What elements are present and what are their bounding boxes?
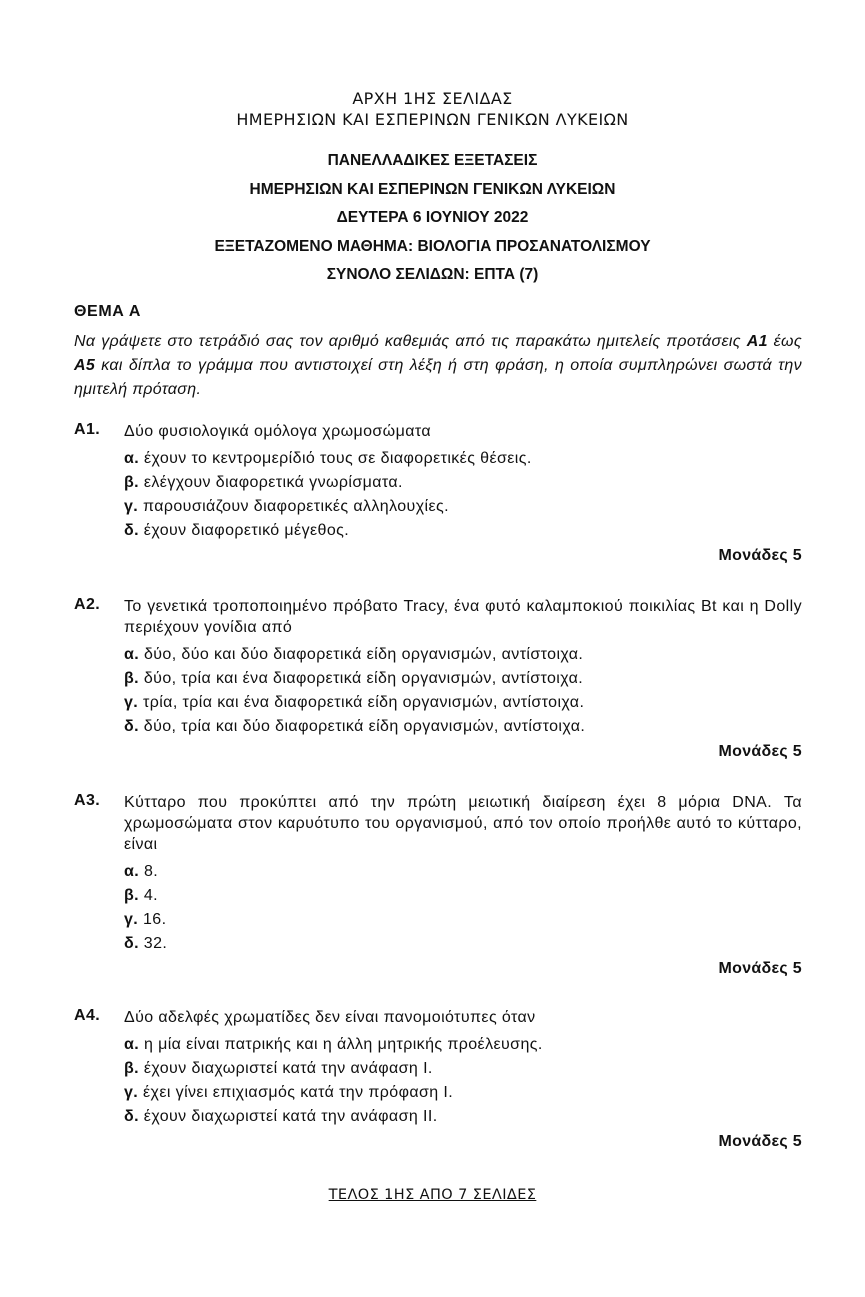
option-a xyxy=(124,447,802,471)
option-letter: α. xyxy=(124,1036,140,1053)
option-text: παρουσιάζουν διαφορετικές αλληλουχίες. xyxy=(138,498,449,515)
option-text: δύο, δύο και δύο διαφορετικά είδη οργανισμών, αντίστοιχα. xyxy=(139,646,584,663)
option-text: έχουν το κεντρομερίδιό τους σε διαφορετικές θέσεις. xyxy=(139,450,532,467)
option-letter: δ. xyxy=(124,718,139,735)
option-text: 8. xyxy=(139,863,159,880)
option-d xyxy=(124,932,802,956)
instructions xyxy=(74,330,802,402)
option-text: 32. xyxy=(138,935,168,952)
option-letter: α. xyxy=(124,646,140,663)
options-list xyxy=(124,1033,802,1129)
option-text: έχει γίνει επιχιασμός κατά την πρόφαση Ι. xyxy=(138,1084,454,1101)
question-a1 xyxy=(74,421,802,565)
topic-heading: ΘΕΜΑ Α xyxy=(74,303,142,320)
option-c xyxy=(124,1081,802,1105)
page-header xyxy=(0,88,865,130)
option-letter: δ. xyxy=(124,1108,139,1125)
option-b xyxy=(124,1057,802,1081)
question-number: Α4. xyxy=(74,1007,101,1024)
option-letter: γ. xyxy=(124,1084,139,1101)
option-b xyxy=(124,884,802,908)
option-text: τρία, τρία και ένα διαφορετικά είδη οργανισμών, αντίστοιχα. xyxy=(138,694,585,711)
question-a2 xyxy=(74,596,802,761)
option-text: έχουν διαχωριστεί κατά την ανάφαση Ι. xyxy=(139,1060,433,1077)
option-letter: α. xyxy=(124,863,140,880)
question-stem: Δύο αδελφές χρωματίδες δεν είναι πανομοιότυπες όταν xyxy=(124,1009,536,1026)
option-letter: γ. xyxy=(124,911,139,928)
question-number: Α3. xyxy=(74,792,101,809)
options-list xyxy=(124,447,802,543)
option-b xyxy=(124,667,802,691)
option-a xyxy=(124,1033,802,1057)
instructions-text: και δίπλα το γράμμα που αντιστοιχεί στη λέξη ή στη φράση, η οποία συμπληρώνει σωστά την ημιτελή πρόταση. xyxy=(74,357,802,398)
option-text: έχουν διαχωριστεί κατά την ανάφαση ΙΙ. xyxy=(138,1108,438,1125)
option-d xyxy=(124,715,802,739)
question-stem: Το γενετικά τροποποιημένο πρόβατο Tracy, ένα φυτό καλαμποκιού ποικιλίας Bt και η Dolly περιέχουν γονίδια από xyxy=(124,598,802,636)
exam-titles xyxy=(0,147,865,290)
options-list xyxy=(124,643,802,739)
instructions-a5: Α5 xyxy=(74,357,96,374)
question-a4 xyxy=(74,1007,802,1151)
option-text: η μία είναι πατρικής και η άλλη μητρικής προέλευσης. xyxy=(139,1036,543,1053)
page-footer-text: ΤΕΛΟΣ 1ΗΣ ΑΠΟ 7 ΣΕΛΙΔΕΣ xyxy=(328,1187,537,1203)
points-label: Μονάδες 5 xyxy=(718,960,802,977)
option-a xyxy=(124,860,802,884)
option-c xyxy=(124,691,802,715)
option-letter: β. xyxy=(124,887,140,904)
option-text: έχουν διαφορετικό μέγεθος. xyxy=(138,522,350,539)
option-text: 4. xyxy=(139,887,159,904)
option-letter: γ. xyxy=(124,694,139,711)
points-label: Μονάδες 5 xyxy=(718,547,802,564)
question-number: Α2. xyxy=(74,596,101,613)
question-number: Α1. xyxy=(74,421,101,438)
option-letter: β. xyxy=(124,474,140,491)
option-d xyxy=(124,1105,802,1129)
option-letter: δ. xyxy=(124,522,139,539)
page-footer xyxy=(0,1187,865,1203)
option-c xyxy=(124,908,802,932)
question-stem: Κύτταρο που προκύπτει από την πρώτη μειωτική διαίρεση έχει 8 μόρια DNA. Τα χρωμοσώματα στον καρυότυπο του οργανισμού, από τον οποίο προήλθε αυτό το κύτταρο, είναι xyxy=(124,794,802,853)
points-label: Μονάδες 5 xyxy=(718,1133,802,1150)
exam-subject: ΕΞΕΤΑΖΟΜΕΝΟ ΜΑΘΗΜΑ: ΒΙΟΛΟΓΙΑ ΠΡΟΣΑΝΑΤΟΛΙΣΜΟΥ xyxy=(214,237,651,255)
exam-title: ΠΑΝΕΛΛΑΔΙΚΕΣ ΕΞΕΤΑΣΕΙΣ xyxy=(327,152,538,169)
question-stem: Δύο φυσιολογικά ομόλογα χρωμοσώματα xyxy=(124,423,431,440)
points-label: Μονάδες 5 xyxy=(718,743,802,760)
instructions-text: Να γράψετε στο τετράδιό σας τον αριθμό καθεμιάς από τις παρακάτω ημιτελείς προτάσεις xyxy=(74,333,747,350)
option-d xyxy=(124,519,802,543)
option-letter: δ. xyxy=(124,935,139,952)
option-text: δύο, τρία και ένα διαφορετικά είδη οργανισμών, αντίστοιχα. xyxy=(139,670,584,687)
option-c xyxy=(124,495,802,519)
question-a3 xyxy=(74,792,802,978)
option-letter: α. xyxy=(124,450,140,467)
option-letter: β. xyxy=(124,1060,140,1077)
page-header-start: ΑΡΧΗ 1ΗΣ ΣΕΛΙΔΑΣ xyxy=(352,89,513,108)
option-a xyxy=(124,643,802,667)
option-text: 16. xyxy=(138,911,167,928)
instructions-text: έως xyxy=(767,333,802,350)
instructions-a1: Α1 xyxy=(746,333,768,350)
option-letter: β. xyxy=(124,670,140,687)
option-b xyxy=(124,471,802,495)
options-list xyxy=(124,860,802,956)
exam-date: ΔΕΥΤΕΡΑ 6 ΙΟΥΝΙΟΥ 2022 xyxy=(336,209,529,226)
option-text: ελέγχουν διαφορετικά γνωρίσματα. xyxy=(139,474,403,491)
page-header-school: ΗΜΕΡΗΣΙΩΝ ΚΑΙ ΕΣΠΕΡΙΝΩΝ ΓΕΝΙΚΩΝ ΛΥΚΕΙΩΝ xyxy=(236,110,629,129)
exam-page-count: ΣΥΝΟΛΟ ΣΕΛΙΔΩΝ: ΕΠΤΑ (7) xyxy=(326,266,539,283)
option-text: δύο, τρία και δύο διαφορετικά είδη οργανισμών, αντίστοιχα. xyxy=(138,718,586,735)
exam-school-type: ΗΜΕΡΗΣΙΩΝ ΚΑΙ ΕΣΠΕΡΙΝΩΝ ΓΕΝΙΚΩΝ ΛΥΚΕΙΩΝ xyxy=(249,180,616,198)
option-letter: γ. xyxy=(124,498,139,515)
